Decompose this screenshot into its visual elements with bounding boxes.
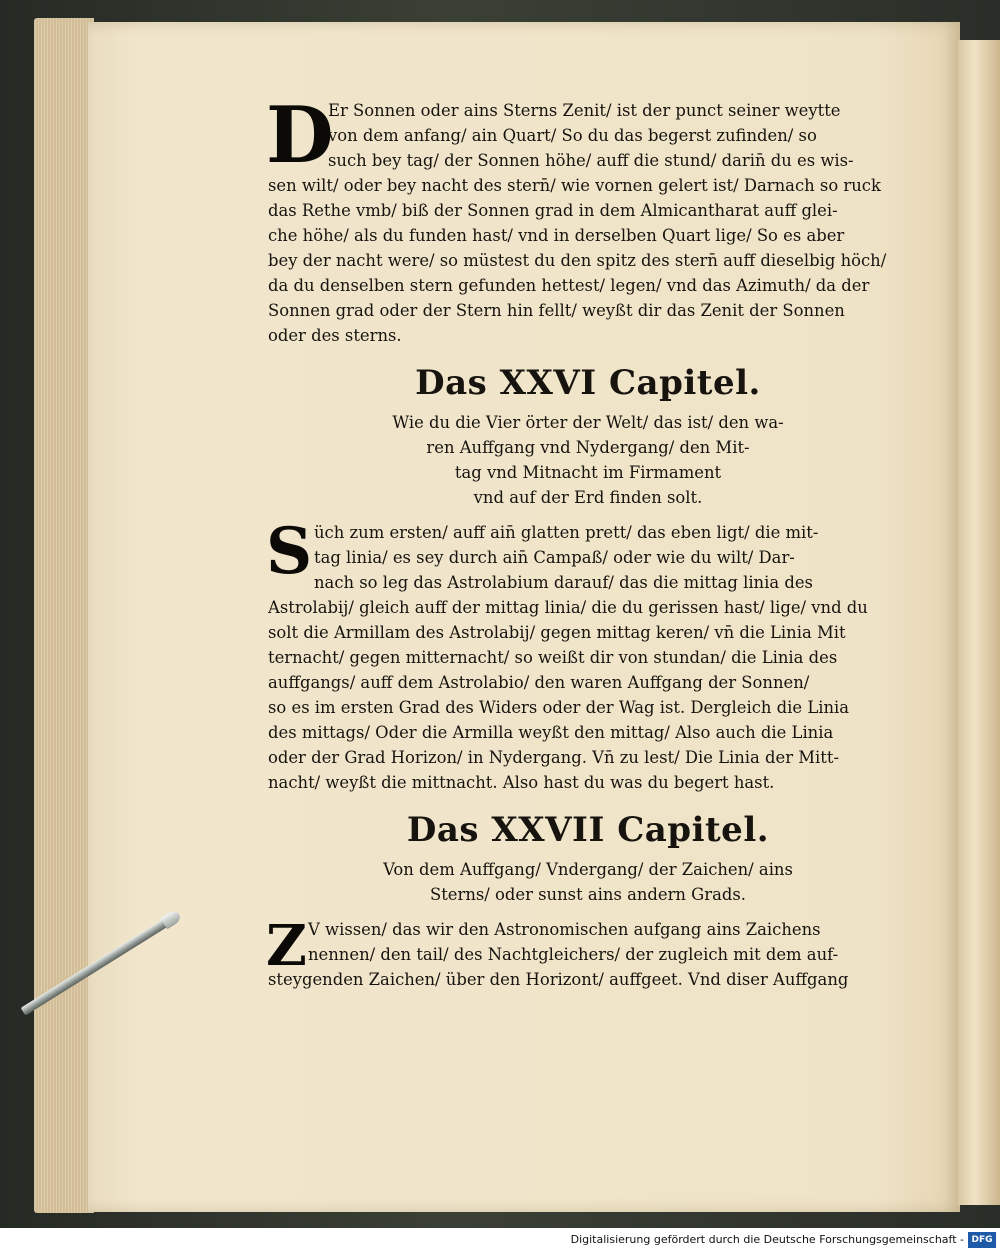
facing-page-edge (958, 40, 1000, 1205)
footer-credit: Digitalisierung gefördert durch die Deutsche Forschungsgemeinschaft - (570, 1233, 964, 1246)
text-line: nacht/ weyßt die mittnacht. Also hast du was du begert hast. (268, 773, 775, 792)
subtitle-line: vnd auf der Erd finden solt. (473, 488, 703, 507)
text-line: so es im ersten Grad des Widers oder der Wag ist. Dergleich die Linia (268, 698, 850, 717)
dropcap-s: S (266, 514, 313, 589)
chapter-27-subtitle (268, 857, 908, 907)
chapter-27-heading: Das XXVII Capitel. (406, 810, 770, 850)
page-text (266, 90, 908, 992)
paragraph-chapter-26 (266, 514, 908, 795)
text-line: des mittags/ Oder die Armilla weyßt den mittag/ Also auch die Linia (268, 723, 834, 742)
text-line: oder der Grad Horizon/ in Nydergang. Vn̄ zu lest/ Die Linia der Mitt- (268, 748, 839, 767)
text-line: auffgangs/ auff dem Astrolabio/ den waren Auffgang der Sonnen/ (268, 673, 810, 692)
text-line: das Rethe vmb/ biß der Sonnen grad in dem Almicantharat auff glei- (268, 201, 838, 220)
text-line: oder des sterns. (268, 326, 402, 345)
text-line: sen wilt/ oder bey nacht des stern̄/ wie vornen gelert ist/ Darnach so ruck (268, 176, 881, 195)
text-line: Er Sonnen oder ains Sterns Zenit/ ist der punct seiner weytte (328, 101, 841, 120)
subtitle-line: Von dem Auffgang/ Vndergang/ der Zaichen/ ains (383, 860, 793, 879)
text-line: ternacht/ gegen mitternacht/ so weißt dir von stundan/ die Linia des (268, 648, 838, 667)
text-line: nach so leg das Astrolabium darauf/ das die mittag linia des (314, 573, 813, 592)
text-line: bey der nacht were/ so müstest du den spitz des stern̄ auff dieselbig höch/ (268, 251, 887, 270)
text-line: solt die Armillam des Astrolabij/ gegen mittag keren/ vn̄ die Linia Mit (268, 623, 846, 642)
page-edges (34, 18, 94, 1213)
text-line: da du denselben stern gefunden hettest/ legen/ vnd das Azimuth/ da der (268, 276, 870, 295)
chapter-26-subtitle (268, 410, 908, 510)
text-line: tag linia/ es sey durch ain̄ Campaß/ oder wie du wilt/ Dar- (314, 548, 795, 567)
dropcap-z: Z (266, 913, 307, 979)
text-line: che höhe/ als du funden hast/ vnd in derselben Quart lige/ So es aber (268, 226, 845, 245)
dropcap-d: D (266, 90, 334, 181)
chapter-26-heading: Das XXVI Capitel. (415, 363, 761, 403)
text-line: such bey tag/ der Sonnen höhe/ auff die stund/ darin̄ du es wis- (328, 151, 854, 170)
digitization-footer (0, 1228, 1000, 1253)
paragraph-zenit (266, 90, 908, 348)
text-line: üch zum ersten/ auff ain̄ glatten prett/ das eben ligt/ die mit- (314, 523, 819, 542)
text-line: V wissen/ das wir den Astronomischen aufgang ains Zaichens (308, 920, 821, 939)
subtitle-line: ren Auffgang vnd Nydergang/ den Mit- (426, 438, 750, 457)
subtitle-line: Sterns/ oder sunst ains andern Grads. (429, 885, 747, 904)
subtitle-line: Wie du die Vier örter der Welt/ das ist/ den wa- (392, 413, 784, 432)
text-line: Astrolabij/ gleich auff der mittag linia/ die du gerissen hast/ lige/ vnd du (268, 598, 868, 617)
text-line: steygenden Zaichen/ über den Horizont/ auffgeet. Vnd diser Auffgang (268, 970, 849, 989)
text-line: Sonnen grad oder der Stern hin fellt/ weyßt dir das Zenit der Sonnen (268, 301, 845, 320)
text-line: nennen/ den tail/ des Nachtgleichers/ der zugleich mit dem auf- (308, 945, 839, 964)
text-line: von dem anfang/ ain Quart/ So du das begerst zufinden/ so (328, 126, 817, 145)
subtitle-line: tag vnd Mitnacht im Firmament (454, 463, 722, 482)
dfg-logo: DFG (968, 1232, 996, 1248)
paragraph-chapter-27 (266, 913, 908, 992)
